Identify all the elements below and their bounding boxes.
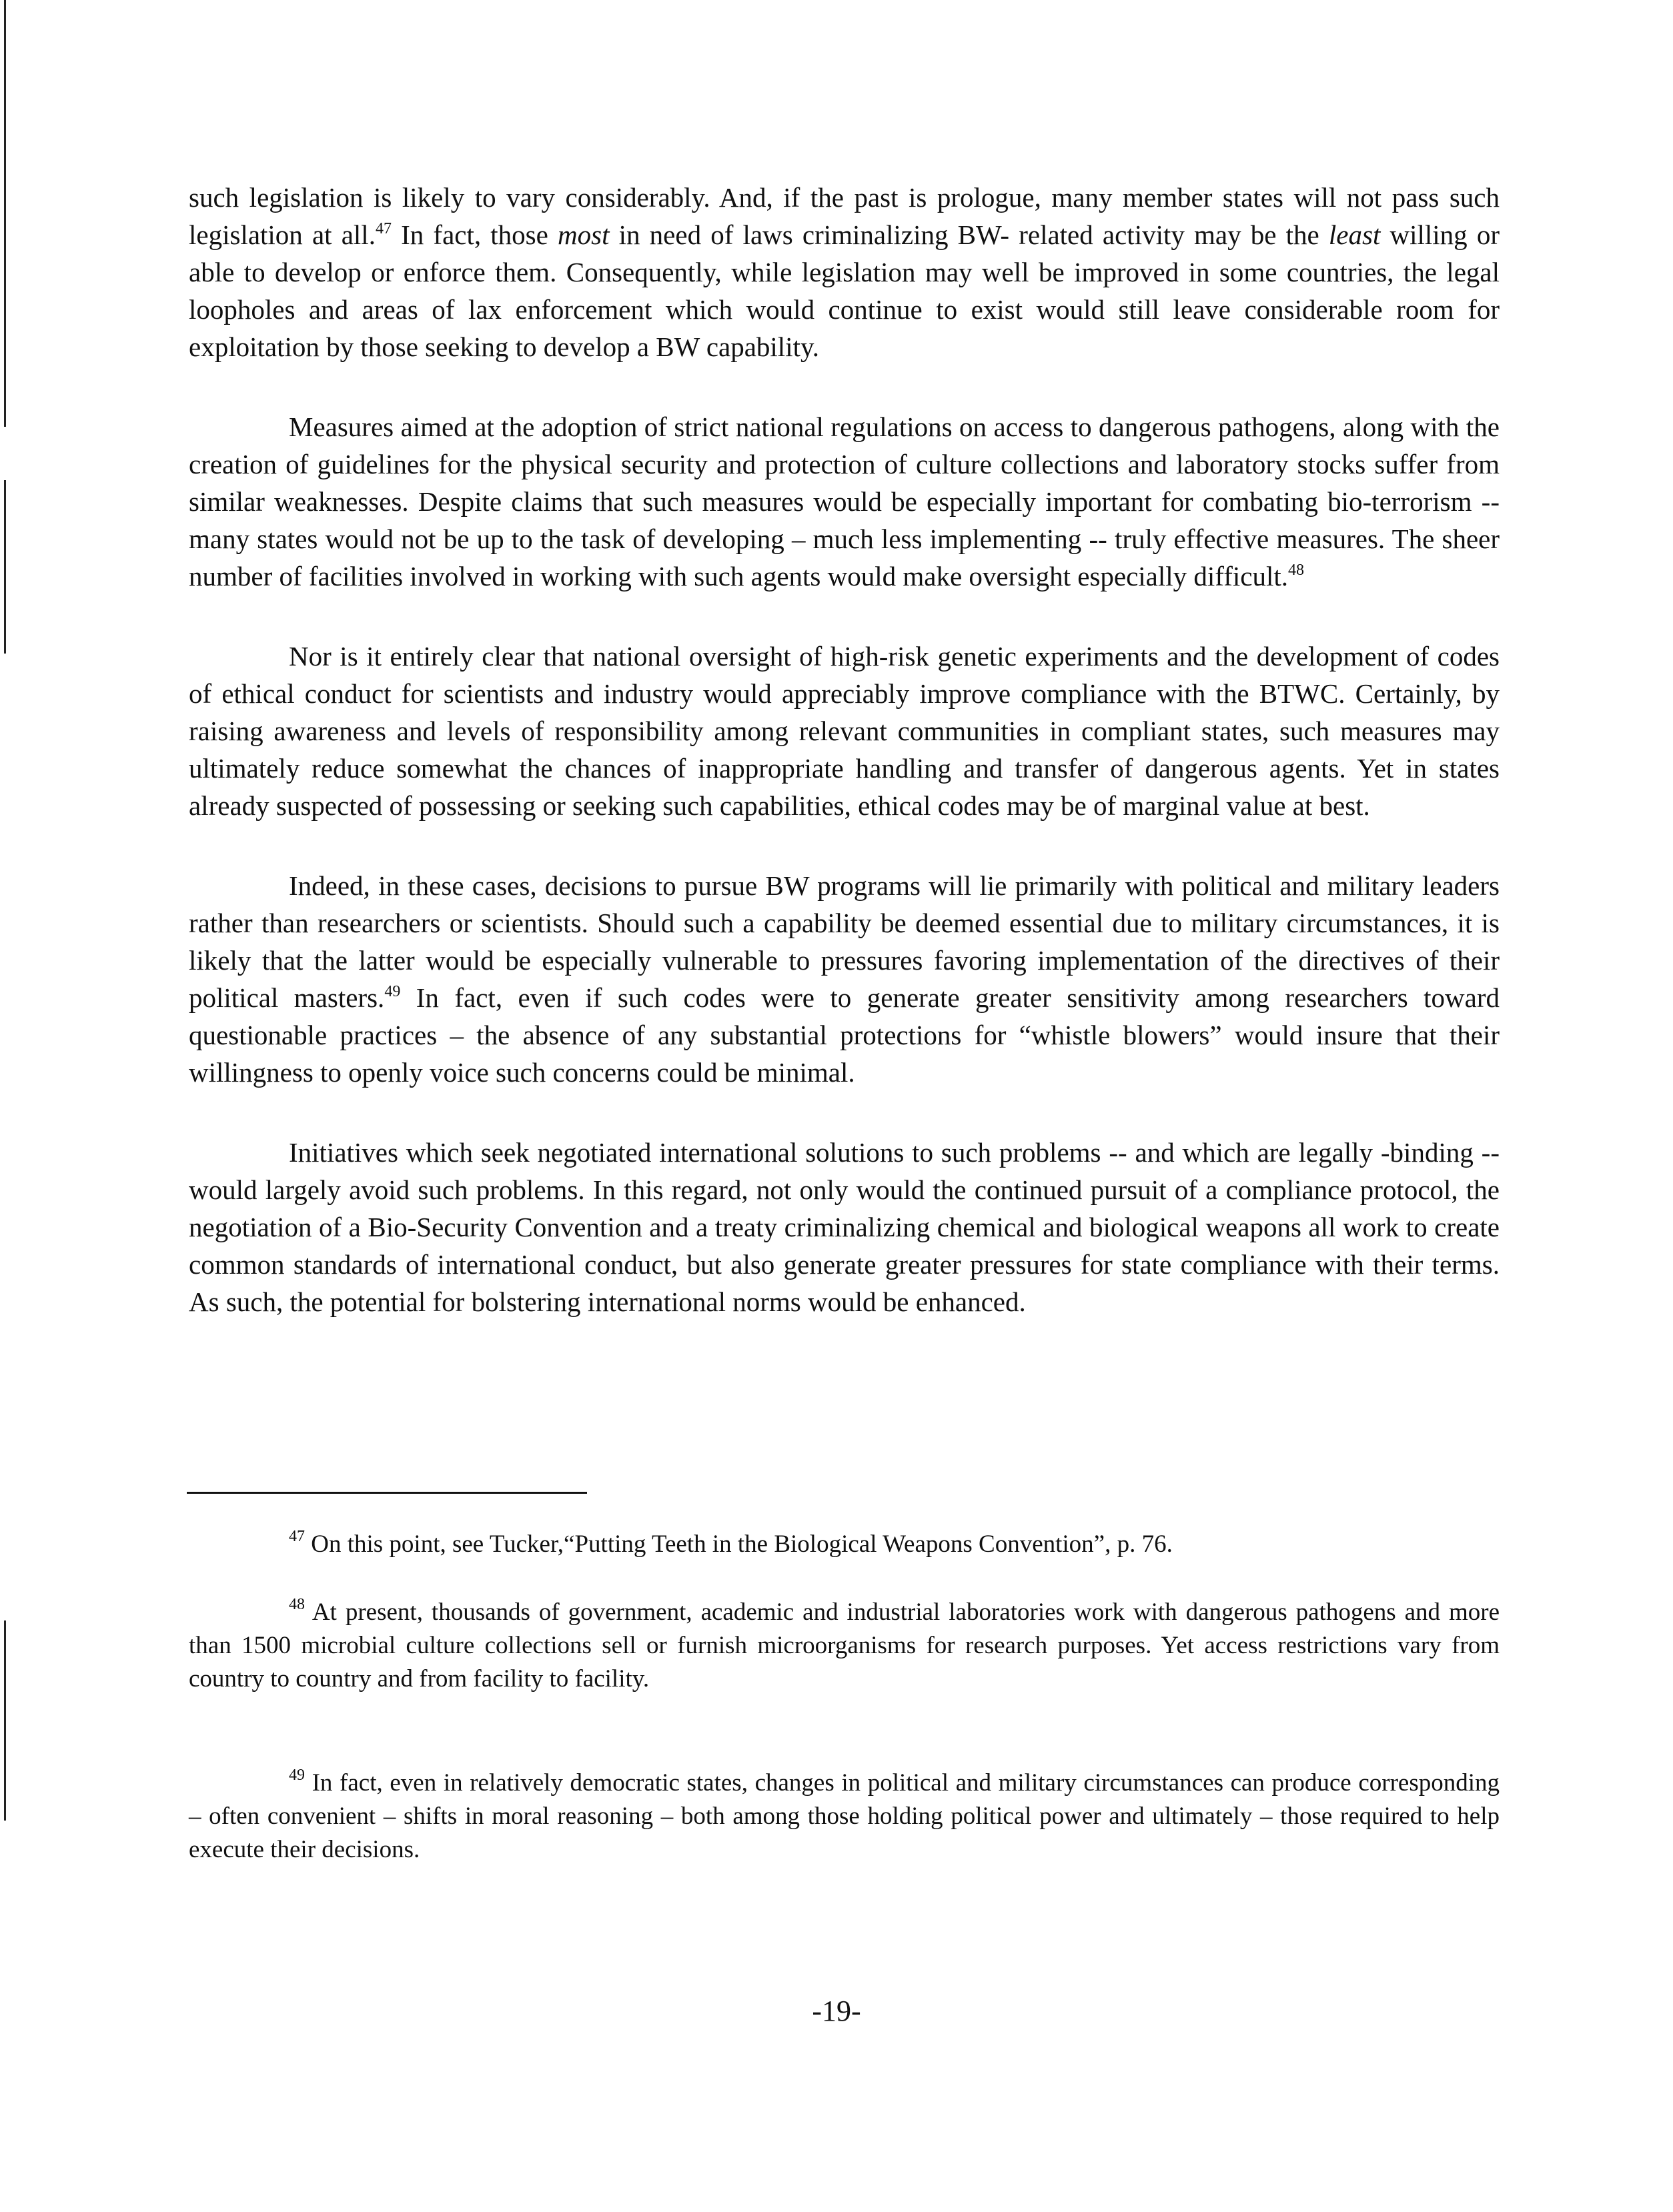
- emphasis-least: least: [1328, 219, 1381, 250]
- footnote-number: 48: [289, 1596, 305, 1613]
- footnote-text: At present, thousands of government, academic and industrial laboratories work with dangerous pathogens and more than 1500 microbial culture collections sell or furnish microorganisms for research purposes. Yet access restrictions vary from country to country and from facility to facility.: [189, 1598, 1500, 1693]
- footnote-ref-47: 47: [375, 220, 392, 237]
- footnote-number: 49: [289, 1767, 305, 1784]
- paragraph-1: [189, 179, 1500, 365]
- body-text: [189, 179, 1500, 1363]
- footnote-ref-49: 49: [384, 983, 401, 1000]
- paragraph-text: In fact, even if such codes were to generate greater sensitivity among researchers toward questionable practices – the absence of any substantial protections for “whistle blowers” would insure that their willingness to openly voice such concerns could be minimal.: [189, 982, 1500, 1088]
- emphasis-most: most: [558, 219, 610, 250]
- scan-edge-mark: [4, 480, 6, 654]
- paragraph-text: such legislation is likely to vary considerably. And, if the past is prologue, many member states will not pass such legislation at all.: [189, 182, 1500, 250]
- footnote-text: On this point, see Tucker,“Putting Teeth in the Biological Weapons Convention”, p. 76.: [305, 1530, 1173, 1558]
- footnote-number: 47: [289, 1528, 305, 1545]
- paragraph-2: [189, 408, 1500, 595]
- footnote-text: In fact, even in relatively democratic states, changes in political and military circumstances can produce corresponding – often convenient – shifts in moral reasoning – both among those holding political power and ultimately – those required to help execute their decisions.: [189, 1769, 1500, 1863]
- scan-edge-mark: [4, 0, 6, 427]
- footnote-47: [189, 1528, 1500, 1561]
- paragraph-text: Indeed, in these cases, decisions to pursue BW programs will lie primarily with political and military leaders rather than researchers or scientists. Should such a capability be deemed essential due to military circumstances, it is likely that the latter would be especially vulnerable to pressures favoring implementation of the directives of their political masters.: [189, 870, 1500, 1013]
- paragraph-text: Measures aimed at the adoption of strict national regulations on access to dangerous pathogens, along with the creation of guidelines for the physical security and protection of culture collections and laboratory stocks suffer from similar weaknesses. Despite claims that such measures would be especially important for combating bio-terrorism -- many states would not be up to the task of developing – much less implementing -- truly effective measures. The sheer number of facilities involved in working with such agents would make oversight especially difficult.: [189, 411, 1500, 592]
- footnote-separator: [187, 1492, 587, 1494]
- paragraph-text: Initiatives which seek negotiated international solutions to such problems -- and which are legally -binding -- would largely avoid such problems. In this regard, not only would the continued pursuit of a compliance protocol, the negotiation of a Bio-Security Convention and a treaty criminalizing chemical and biological weapons all work to create common standards of international conduct, but also generate greater pressures for state compliance with their terms. As such, the potential for bolstering international norms would be enhanced.: [189, 1137, 1500, 1317]
- paragraph-text: in need of laws criminalizing BW- related activity may be the: [609, 219, 1329, 250]
- paragraph-text: Nor is it entirely clear that national oversight of high-risk genetic experiments and the development of codes of ethical conduct for scientists and industry would appreciably improve compliance with the BTWC. Certainly, by raising awareness and levels of responsibility among relevant communities in compliant states, such measures may ultimately reduce somewhat the chances of inappropriate handling and transfer of dangerous agents. Yet in states already suspected of possessing or seeking such capabilities, ethical codes may be of marginal value at best.: [189, 641, 1500, 821]
- footnote-ref-48: 48: [1288, 562, 1304, 579]
- footnote-49: [189, 1767, 1500, 1867]
- paragraph-text: In fact, those: [391, 219, 558, 250]
- paragraph-5: [189, 1134, 1500, 1320]
- paragraph-4: [189, 867, 1500, 1091]
- footnote-48: [189, 1596, 1500, 1696]
- scan-edge-mark: [4, 1620, 6, 1821]
- page-number: -19-: [812, 1995, 861, 2027]
- paragraph-3: [189, 638, 1500, 824]
- footnotes: [189, 1528, 1500, 1867]
- paragraph-text: willing or able to develop or enforce them. Consequently, while legislation may well be improved in some countries, the legal loopholes and areas of lax enforcement which would continue to exist would still leave considerable room for exploitation by those seeking to develop a BW capability.: [189, 219, 1500, 362]
